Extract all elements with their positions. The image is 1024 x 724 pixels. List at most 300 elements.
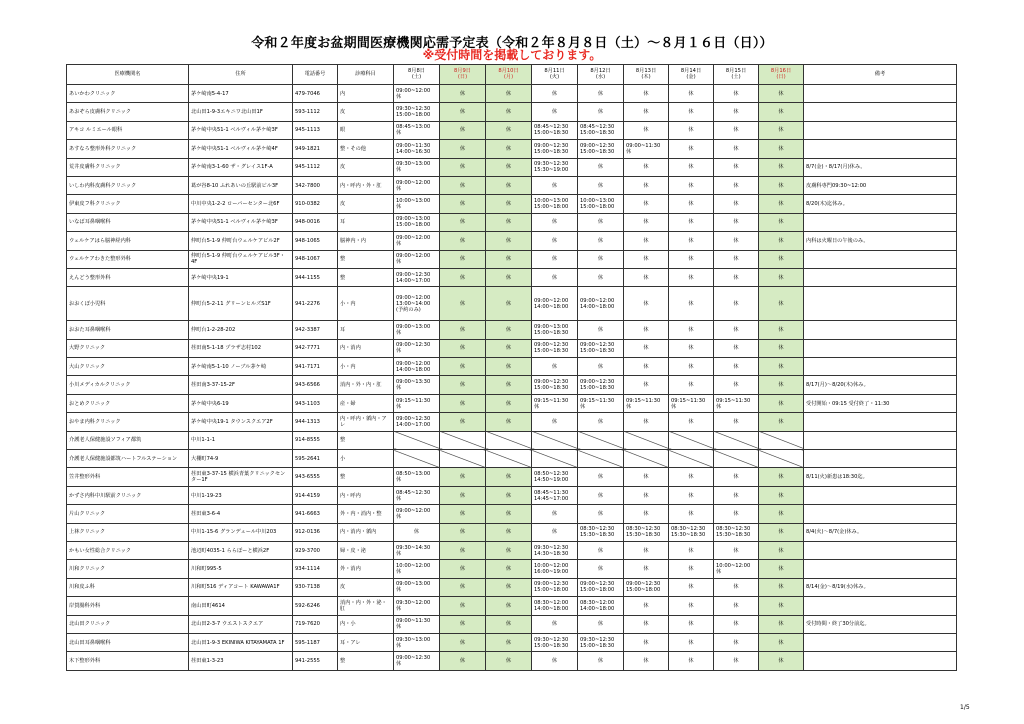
day-cell: 休 <box>440 413 486 431</box>
facility-dept: 眼 <box>338 121 394 139</box>
table-row <box>67 633 957 651</box>
table-row <box>67 652 957 670</box>
day-cell: 休 <box>624 250 669 268</box>
day-cell: 休 <box>578 652 624 670</box>
day-cell: 休 <box>440 176 486 194</box>
day-cell: 休 <box>578 486 624 504</box>
day-cell: 10:00~12:00 休 <box>394 560 440 578</box>
day-cell: 休 <box>669 633 714 651</box>
day-cell: 09:15~11:30 休 <box>669 394 714 412</box>
table-row <box>67 195 957 213</box>
facility-note: 8/20(木)迄休み。 <box>804 195 957 213</box>
day-cell-closed <box>394 431 440 449</box>
day-cell: 09:30~12:30 15:30~19:00 <box>532 158 578 176</box>
day-cell: 休 <box>624 85 669 103</box>
facility-address: 北山田2-3-7 ウエストスクエア <box>189 615 293 633</box>
table-row <box>67 541 957 559</box>
day-cell: 09:00~12:00 14:00~18:00 <box>394 358 440 376</box>
day-cell: 09:30~12:30 15:00~18:30 <box>532 633 578 651</box>
facility-phone: 941-6663 <box>293 505 338 523</box>
day-cell: 休 <box>624 268 669 286</box>
day-cell: 休 <box>759 103 804 121</box>
day-cell: 休 <box>759 268 804 286</box>
day-cell: 休 <box>440 394 486 412</box>
day-cell: 休 <box>486 560 532 578</box>
header-day: 8月9日 (日) <box>440 65 486 85</box>
day-cell: 休 <box>578 468 624 486</box>
facility-phone: 595-2641 <box>293 450 338 468</box>
facility-phone: 944-1155 <box>293 268 338 286</box>
day-cell: 休 <box>486 195 532 213</box>
facility-note <box>804 358 957 376</box>
day-cell-closed <box>486 431 532 449</box>
day-cell: 休 <box>669 615 714 633</box>
facility-address: 仲町台5-2-11 グリーンヒルズS1F <box>189 287 293 321</box>
day-cell: 休 <box>624 121 669 139</box>
facility-address: 仲町台5-1-9 仲町台ウェルケアビル3F・4F <box>189 250 293 268</box>
day-cell: 09:30~12:00 休 <box>394 597 440 615</box>
facility-dept: 内・消内・循内 <box>338 523 394 541</box>
day-cell: 09:00~11:30 休 <box>394 615 440 633</box>
facility-dept: 皮 <box>338 103 394 121</box>
day-cell-closed <box>759 431 804 449</box>
facility-dept: 整 <box>338 431 394 449</box>
day-cell: 休 <box>486 358 532 376</box>
day-cell: 休 <box>759 321 804 339</box>
day-cell-closed <box>669 450 714 468</box>
facility-note <box>804 486 957 504</box>
day-cell: 休 <box>624 158 669 176</box>
day-cell: 休 <box>669 250 714 268</box>
day-cell: 休 <box>759 176 804 194</box>
day-cell: 休 <box>532 268 578 286</box>
day-cell: 休 <box>759 578 804 596</box>
day-cell: 08:45~12:30 15:00~18:30 <box>578 121 624 139</box>
facility-dept: 整・その他 <box>338 140 394 158</box>
day-cell: 09:00~12:00 休 <box>394 85 440 103</box>
day-cell: 休 <box>486 213 532 231</box>
day-cell: 休 <box>714 486 759 504</box>
day-cell-closed <box>440 450 486 468</box>
day-cell: 休 <box>578 541 624 559</box>
day-cell: 休 <box>714 121 759 139</box>
day-cell: 10:00~12:00 休 <box>714 560 759 578</box>
day-cell: 09:00~12:00 休 <box>394 232 440 250</box>
day-cell: 10:00~13:00 15:00~18:00 <box>578 195 624 213</box>
day-cell: 休 <box>486 652 532 670</box>
facility-name: あおぞら皮膚科クリニック <box>67 103 189 121</box>
day-cell: 休 <box>624 321 669 339</box>
schedule-table <box>66 64 957 671</box>
facility-name: かもい女性総合クリニック <box>67 541 189 559</box>
facility-note: 皮膚科専門09:30~12:00 <box>804 176 957 194</box>
day-cell: 休 <box>624 358 669 376</box>
facility-name: あいかわクリニック <box>67 85 189 103</box>
day-cell: 09:00~12:00 14:00~18:00 <box>532 287 578 321</box>
day-cell: 休 <box>714 376 759 394</box>
table-row <box>67 578 957 596</box>
day-cell: 休 <box>486 376 532 394</box>
facility-phone: 948-1067 <box>293 250 338 268</box>
day-cell: 休 <box>440 339 486 357</box>
facility-address: 仲町台5-1-9 仲町台ウェルケアビル2F <box>189 232 293 250</box>
day-cell: 休 <box>714 321 759 339</box>
day-cell: 休 <box>624 486 669 504</box>
day-cell: 休 <box>714 468 759 486</box>
facility-address: 荏田東1-3-23 <box>189 652 293 670</box>
day-cell: 休 <box>669 541 714 559</box>
day-cell: 休 <box>578 103 624 121</box>
facility-name: えんどう整形外科 <box>67 268 189 286</box>
day-cell: 休 <box>532 523 578 541</box>
table-row <box>67 85 957 103</box>
day-cell: 09:00~12:30 15:00~18:00 <box>578 578 624 596</box>
day-cell: 休 <box>486 615 532 633</box>
day-cell: 09:00~12:30 15:00~18:30 <box>578 140 624 158</box>
table-row <box>67 486 957 504</box>
day-cell: 08:45~12:30 15:00~18:30 <box>532 121 578 139</box>
day-cell-closed <box>394 450 440 468</box>
facility-phone: 943-6566 <box>293 376 338 394</box>
table-row <box>67 140 957 158</box>
facility-phone: 719-7620 <box>293 615 338 633</box>
facility-phone: 949-1821 <box>293 140 338 158</box>
day-cell: 休 <box>714 140 759 158</box>
day-cell: 休 <box>486 633 532 651</box>
day-cell: 休 <box>759 394 804 412</box>
facility-name: 川和皮ふ科 <box>67 578 189 596</box>
day-cell: 休 <box>759 140 804 158</box>
facility-address: 茅ケ崎南5-1-10 ノーブル茅ケ崎 <box>189 358 293 376</box>
day-cell: 休 <box>486 158 532 176</box>
day-cell: 休 <box>440 250 486 268</box>
day-cell: 09:15~11:30 休 <box>578 394 624 412</box>
day-cell: 休 <box>440 321 486 339</box>
facility-note <box>804 541 957 559</box>
day-cell: 休 <box>759 560 804 578</box>
day-cell: 09:00~11:30 14:00~16:30 <box>394 140 440 158</box>
day-cell: 10:00~13:00 休 <box>394 195 440 213</box>
day-cell: 休 <box>532 250 578 268</box>
page-title: 令和２年度お盆期間医療機関応需予定表（令和２年８月８日（土）～８月１６日（日）） <box>251 36 773 51</box>
facility-address: 葛が谷8-10 ふれあいの丘駅前ビル3F <box>189 176 293 194</box>
day-cell: 休 <box>486 176 532 194</box>
day-cell: 休 <box>759 376 804 394</box>
facility-address: 仲町台1-2-28-202 <box>189 321 293 339</box>
facility-name: かずさ内科中川駅前クリニック <box>67 486 189 504</box>
facility-address: 北山田1-9-3エキニワ北山田1F <box>189 103 293 121</box>
day-cell: 休 <box>714 250 759 268</box>
day-cell-closed <box>714 450 759 468</box>
day-cell: 休 <box>669 85 714 103</box>
facility-phone: 942-7771 <box>293 339 338 357</box>
facility-name: 笠井整形外科 <box>67 468 189 486</box>
day-cell: 休 <box>624 597 669 615</box>
day-cell: 休 <box>759 652 804 670</box>
day-cell: 休 <box>669 376 714 394</box>
day-cell: 休 <box>486 468 532 486</box>
facility-name: 小川メディカルクリニック <box>67 376 189 394</box>
facility-dept: 内・呼内・循内・アレ <box>338 413 394 431</box>
day-cell: 休 <box>578 560 624 578</box>
day-cell: 休 <box>669 358 714 376</box>
day-cell: 休 <box>669 268 714 286</box>
day-cell: 休 <box>440 158 486 176</box>
day-cell: 休 <box>532 85 578 103</box>
facility-name: 大野クリニック <box>67 339 189 357</box>
day-cell: 休 <box>714 358 759 376</box>
day-cell: 休 <box>669 232 714 250</box>
day-cell: 休 <box>440 560 486 578</box>
facility-note: 受付開始・09:15 受付終了・11:30 <box>804 394 957 412</box>
facility-dept: 内・小 <box>338 615 394 633</box>
page-subtitle: ※受付時間を掲載しております。 <box>422 48 602 62</box>
facility-dept: 皮 <box>338 578 394 596</box>
day-cell: 09:00~12:30 14:00~17:00 <box>394 413 440 431</box>
day-cell: 休 <box>440 232 486 250</box>
facility-phone: 593-1112 <box>293 103 338 121</box>
table-row <box>67 250 957 268</box>
facility-name: ウェルケアわきた整形外科 <box>67 250 189 268</box>
facility-dept: 消内・外・内・肛 <box>338 376 394 394</box>
day-cell: 休 <box>759 468 804 486</box>
day-cell-closed <box>669 431 714 449</box>
facility-phone: 914-8555 <box>293 431 338 449</box>
day-cell: 休 <box>532 615 578 633</box>
facility-address: 荏田南5-1-18 プラザ志村102 <box>189 339 293 357</box>
day-cell: 09:00~12:30 休 <box>394 339 440 357</box>
facility-address: 南山田町4614 <box>189 597 293 615</box>
day-cell: 09:15~11:30 休 <box>394 394 440 412</box>
table-row <box>67 523 957 541</box>
table-row <box>67 431 957 449</box>
day-cell: 09:15~11:30 休 <box>714 394 759 412</box>
facility-dept: 小・内 <box>338 287 394 321</box>
table-row <box>67 413 957 431</box>
facility-note <box>804 560 957 578</box>
day-cell: 休 <box>440 213 486 231</box>
day-cell: 休 <box>440 468 486 486</box>
day-cell: 休 <box>714 505 759 523</box>
day-cell: 休 <box>669 578 714 596</box>
day-cell: 休 <box>669 158 714 176</box>
day-cell: 09:30~12:30 14:30~18:30 <box>532 541 578 559</box>
facility-name: アキコ ルミエール眼科 <box>67 121 189 139</box>
table-row <box>67 268 957 286</box>
day-cell: 休 <box>532 213 578 231</box>
facility-phone: 342-7800 <box>293 176 338 194</box>
day-cell: 休 <box>486 321 532 339</box>
day-cell: 09:30~12:30 15:00~18:30 <box>578 633 624 651</box>
day-cell: 休 <box>532 358 578 376</box>
facility-note <box>804 505 957 523</box>
day-cell: 休 <box>486 339 532 357</box>
day-cell: 休 <box>624 652 669 670</box>
day-cell: 休 <box>759 358 804 376</box>
facility-note <box>804 250 957 268</box>
day-cell: 休 <box>440 505 486 523</box>
facility-dept: 消内・内・外・泌・肛 <box>338 597 394 615</box>
day-cell: 休 <box>532 176 578 194</box>
day-cell: 休 <box>759 195 804 213</box>
facility-note <box>804 597 957 615</box>
day-cell: 休 <box>394 523 440 541</box>
day-cell: 休 <box>440 287 486 321</box>
facility-phone: 912-0136 <box>293 523 338 541</box>
day-cell: 休 <box>486 103 532 121</box>
facility-address: 中川1-1-1 <box>189 431 293 449</box>
day-cell: 休 <box>624 339 669 357</box>
day-cell: 休 <box>714 597 759 615</box>
header-row <box>67 65 957 85</box>
facility-name: 介護老人保健施設ソフィア都筑 <box>67 431 189 449</box>
day-cell: 休 <box>440 578 486 596</box>
facility-dept: 皮 <box>338 195 394 213</box>
facility-name: 木下整形外科 <box>67 652 189 670</box>
day-cell-closed <box>486 450 532 468</box>
facility-address: 茅ケ崎中央19-1 <box>189 268 293 286</box>
facility-note <box>804 103 957 121</box>
facility-phone: 945-1112 <box>293 158 338 176</box>
day-cell: 08:30~12:00 14:00~18:00 <box>578 597 624 615</box>
day-cell: 休 <box>669 140 714 158</box>
facility-phone: 941-2555 <box>293 652 338 670</box>
day-cell: 休 <box>714 195 759 213</box>
facility-address: 大棚町74-9 <box>189 450 293 468</box>
facility-phone: 929-3700 <box>293 541 338 559</box>
facility-dept: 耳 <box>338 321 394 339</box>
day-cell: 休 <box>578 176 624 194</box>
day-cell: 休 <box>714 413 759 431</box>
day-cell: 休 <box>578 158 624 176</box>
facility-phone: 948-0016 <box>293 213 338 231</box>
facility-name: 上林クリニック <box>67 523 189 541</box>
day-cell: 09:00~12:30 15:00~18:00 <box>532 578 578 596</box>
day-cell-closed <box>532 431 578 449</box>
facility-note <box>804 268 957 286</box>
day-cell: 休 <box>714 103 759 121</box>
day-cell: 休 <box>669 195 714 213</box>
facility-address: 茅ケ崎中央51-1 ベルヴィル茅ケ崎3F <box>189 213 293 231</box>
table-row <box>67 450 957 468</box>
facility-phone: 479-7046 <box>293 85 338 103</box>
facility-address: 中川中央1-2-2 ローバーセンター北6F <box>189 195 293 213</box>
facility-name: おおくぼ小児科 <box>67 287 189 321</box>
facility-address: 茅ケ崎南5-4-17 <box>189 85 293 103</box>
day-cell: 休 <box>624 103 669 121</box>
day-cell: 休 <box>759 287 804 321</box>
day-cell: 休 <box>714 232 759 250</box>
day-cell: 休 <box>759 339 804 357</box>
day-cell: 08:45~12:30 休 <box>394 486 440 504</box>
day-cell: 休 <box>486 541 532 559</box>
facility-phone: 945-1113 <box>293 121 338 139</box>
day-cell: 休 <box>440 486 486 504</box>
day-cell: 09:00~13:00 休 <box>394 578 440 596</box>
facility-note: 8/14(金)～8/19(水)休み。 <box>804 578 957 596</box>
facility-name: 介護老人保健施設都筑ハートフルステーション <box>67 450 189 468</box>
facility-note <box>804 413 957 431</box>
day-cell: 09:30~13:00 休 <box>394 633 440 651</box>
day-cell: 10:00~13:00 15:00~18:00 <box>532 195 578 213</box>
day-cell: 休 <box>669 213 714 231</box>
day-cell: 休 <box>714 578 759 596</box>
table-row <box>67 468 957 486</box>
day-cell-closed <box>759 450 804 468</box>
day-cell: 09:00~12:00 休 <box>394 176 440 194</box>
day-cell: 09:00~12:00 休 <box>394 250 440 268</box>
day-cell: 09:00~13:00 15:00~18:00 <box>394 213 440 231</box>
day-cell: 08:50~12:30 14:50~19:00 <box>532 468 578 486</box>
header-phone: 電話番号 <box>293 65 338 85</box>
day-cell: 休 <box>759 523 804 541</box>
day-cell: 休 <box>759 505 804 523</box>
day-cell: 09:00~13:00 15:00~18:30 <box>532 321 578 339</box>
facility-phone: 943-1103 <box>293 394 338 412</box>
day-cell: 09:15~11:30 休 <box>624 394 669 412</box>
header-address: 住所 <box>189 65 293 85</box>
facility-address: 茅ケ崎南3-1-60 ザ・グレイス1F-A <box>189 158 293 176</box>
facility-phone: 595-1187 <box>293 633 338 651</box>
facility-note <box>804 321 957 339</box>
day-cell-closed <box>532 450 578 468</box>
facility-dept: 内・消内 <box>338 339 394 357</box>
day-cell: 休 <box>440 652 486 670</box>
day-cell: 休 <box>759 250 804 268</box>
facility-note <box>804 431 957 449</box>
facility-dept: 外・消内 <box>338 560 394 578</box>
facility-name: 岸賀腸科外科 <box>67 597 189 615</box>
facility-address: 北山田1-9-3 EKINIWA KITAYAMATA 1F <box>189 633 293 651</box>
facility-address: 川和町995-5 <box>189 560 293 578</box>
day-cell: 休 <box>486 250 532 268</box>
facility-phone: 941-7171 <box>293 358 338 376</box>
facility-dept: 内・呼内・外・肛 <box>338 176 394 194</box>
facility-dept: 小・内 <box>338 358 394 376</box>
day-cell: 09:00~12:30 休 <box>394 652 440 670</box>
day-cell: 休 <box>440 376 486 394</box>
day-cell: 休 <box>486 523 532 541</box>
table-row <box>67 339 957 357</box>
header-day: 8月16日 (日) <box>759 65 804 85</box>
day-cell: 休 <box>486 140 532 158</box>
day-cell: 休 <box>624 376 669 394</box>
day-cell: 休 <box>669 339 714 357</box>
day-cell: 休 <box>714 633 759 651</box>
day-cell: 休 <box>532 232 578 250</box>
facility-name: 片山クリニック <box>67 505 189 523</box>
day-cell: 休 <box>440 523 486 541</box>
day-cell: 休 <box>669 597 714 615</box>
day-cell: 休 <box>440 121 486 139</box>
table-row <box>67 376 957 394</box>
facility-address: 茅ケ崎中央19-1 タウンスクエア2F <box>189 413 293 431</box>
day-cell: 08:30~12:00 14:00~18:00 <box>532 597 578 615</box>
facility-phone: 930-7138 <box>293 578 338 596</box>
day-cell: 休 <box>759 486 804 504</box>
facility-dept: 整 <box>338 268 394 286</box>
facility-phone: 942-3387 <box>293 321 338 339</box>
facility-address: 中川1-15-6 グランデュール中川203 <box>189 523 293 541</box>
day-cell: 09:00~11:30 休 <box>624 140 669 158</box>
day-cell: 休 <box>669 486 714 504</box>
facility-name: おとめクリニック <box>67 394 189 412</box>
facility-dept: 小 <box>338 450 394 468</box>
table-row <box>67 394 957 412</box>
facility-address: 荏田東3-37-15 横浜青葉クリニックセンター1F <box>189 468 293 486</box>
day-cell: 休 <box>714 287 759 321</box>
day-cell: 休 <box>759 413 804 431</box>
